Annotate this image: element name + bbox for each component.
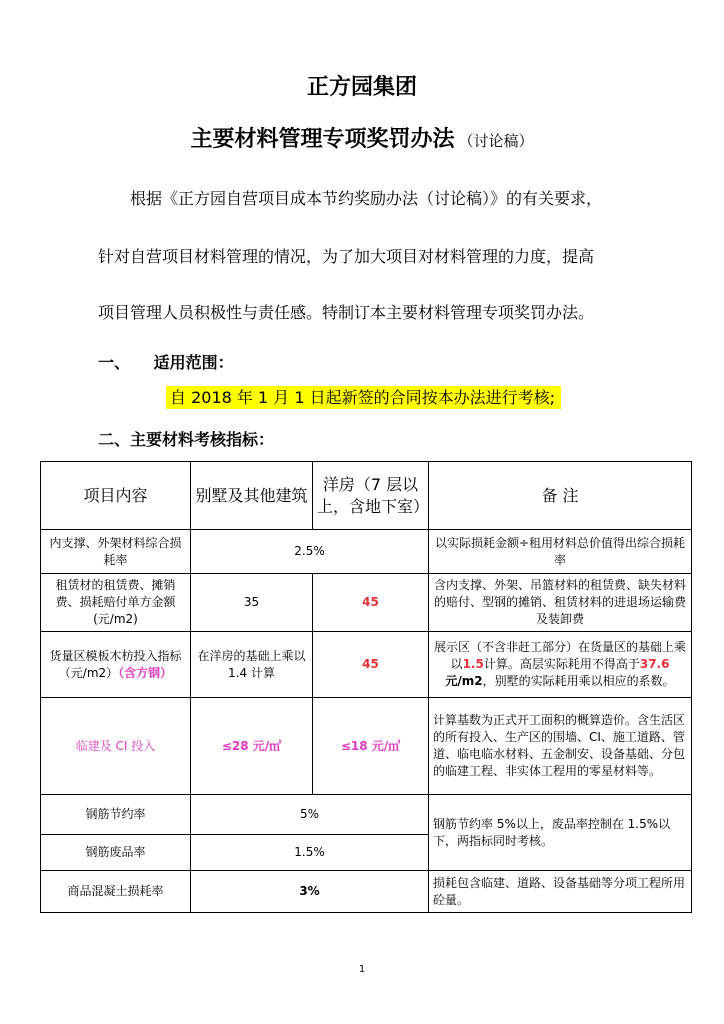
row-villa-value: ≤28 元/㎡ <box>191 698 313 795</box>
row-item: 租赁材的租赁费、摊销费、损耗赔付单方金额(元/m2) <box>41 574 191 632</box>
row-note: 以实际损耗金额÷租用材料总价值得出综合损耗率 <box>429 530 692 574</box>
row-item: 商品混凝土损耗率 <box>41 871 191 913</box>
section-2-heading: 二、主要材料考核指标： <box>98 430 275 449</box>
row-note: 计算基数为正式开工面积的概算造价。含生活区的所有投入、生产区的围墙、CI、施工道路、管道、临电临水材料、五金制安、设备基础、分包的临建工程、非实体工程用的零星材料等。 <box>429 698 692 795</box>
note-multiplier: 1.5 <box>462 657 484 671</box>
subtitle-note: （讨论稿） <box>458 132 534 150</box>
row-apartment-value: ≤18 元/㎡ <box>313 698 429 795</box>
row-value: 2.5% <box>191 530 429 574</box>
table-row <box>41 530 692 574</box>
section-1-heading <box>98 350 234 373</box>
rebar-note: 钢筋节约率 5%以上，废品率控制在 1.5%以下，两指标同时考核。 <box>429 795 692 871</box>
header-apartment: 洋房（7 层以上，含地下室） <box>313 462 429 530</box>
header-note: 备 注 <box>429 462 692 530</box>
note-limit-value: 37.6 <box>639 657 670 671</box>
row-villa-value: 在洋房的基础上乘以 1.4 计算 <box>191 632 313 698</box>
note-part-c: 计算。高层实际耗用不得高于 <box>483 657 640 671</box>
section-1-number: 一、 <box>98 353 131 372</box>
intro-line-3: 项目管理人员积极性与责任感。特制订本主要材料管理专项奖罚办法。 <box>98 303 595 322</box>
row-note: 含内支撑、外架、吊篮材料的租赁费、缺失材料的赔付、型钢的摊销、租赁材料的进退场运输费及装卸费 <box>429 574 692 632</box>
row-item: 钢筋节约率 <box>41 795 191 835</box>
page-title: 正方园集团 <box>306 75 417 100</box>
row-apartment-value: 45 <box>313 574 429 632</box>
note-part-a: 展示区（不含非赶工部分）在货量区的基础上乘以 <box>433 640 686 671</box>
header-villa: 别墅及其他建筑 <box>191 462 313 530</box>
row-value: 5% <box>191 795 429 835</box>
table-row <box>41 632 692 698</box>
intro-line-1: 根据《正方园自营项目成本节约奖励办法（讨论稿）》的有关要求， <box>130 189 603 208</box>
note-unit: 元/m2 <box>445 674 483 688</box>
scope-highlight: 自 2018 年 1 月 1 日起新签的合同按本办法进行考核; <box>166 386 561 409</box>
table-row <box>41 871 692 913</box>
row-value: 3% <box>191 871 429 913</box>
table-row <box>41 574 692 632</box>
row-item: 临建及 CI 投入 <box>41 698 191 795</box>
materials-table <box>40 461 692 913</box>
row-apartment-value: 45 <box>313 632 429 698</box>
row-item: 内支撑、外架材料综合损耗率 <box>41 530 191 574</box>
row-item: 钢筋废品率 <box>41 835 191 871</box>
row-item-extra: （含方钢） <box>118 665 173 680</box>
header-item: 项目内容 <box>41 462 191 530</box>
page-number: 1 <box>358 964 366 975</box>
note-part-f: ，别墅的实际耗用乘以相应的系数。 <box>482 674 675 688</box>
document-subtitle <box>0 122 724 153</box>
scope-block <box>166 385 561 408</box>
row-value: 1.5% <box>191 835 429 871</box>
row-villa-value: 35 <box>191 574 313 632</box>
table-row <box>41 795 692 835</box>
row-note: 损耗包含临建、道路、设备基础等分项工程所用砼量。 <box>429 871 692 913</box>
section-1-title: 适用范围： <box>153 353 234 372</box>
row-item <box>41 632 191 698</box>
row-item-text: 货量区模板木枋投入指标（元/m2） <box>49 648 182 680</box>
subtitle-text: 主要材料管理专项奖罚办法 <box>190 127 455 152</box>
row-note <box>429 632 692 698</box>
table-row <box>41 698 692 795</box>
table-header-row <box>41 462 692 530</box>
intro-line-2: 针对自营项目材料管理的情况，为了加大项目对材料管理的力度，提高 <box>98 247 595 266</box>
